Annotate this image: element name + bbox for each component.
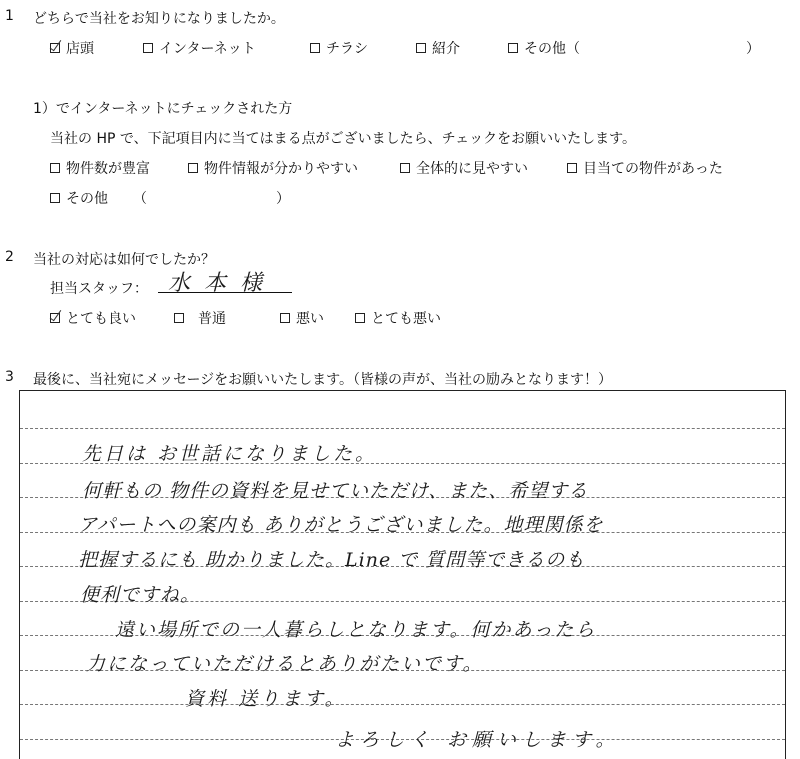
q3-question: 最後に、当社宛にメッセージをお願いいたします。（皆様の声が、当社の励みとなります！）	[33, 372, 613, 388]
checkbox[interactable]	[174, 313, 184, 323]
message-line: 力になっていただけるとありがたいです。	[86, 653, 484, 675]
message-line: 遠い場所での一人暮らしとなります。何かあったら	[115, 619, 597, 641]
checkbox[interactable]	[355, 313, 365, 323]
q1-sub-option-clear[interactable]	[188, 158, 358, 178]
option-label: チラシ	[326, 41, 368, 57]
option-label: 紹介	[432, 41, 460, 57]
q1-other-close-paren: ）	[746, 41, 760, 57]
q1-number: 1	[5, 8, 14, 24]
q1-sub-option-easy[interactable]	[400, 158, 528, 178]
q1-option-store[interactable]	[50, 38, 94, 58]
checkbox[interactable]	[188, 163, 198, 173]
checkbox[interactable]	[50, 193, 60, 203]
staff-label: 担当スタッフ：	[50, 281, 148, 297]
option-label: その他	[66, 191, 108, 207]
q1-sub-other-close-paren: ）	[276, 191, 290, 207]
q1-question: どちらで当社をお知りになりましたか。	[33, 11, 285, 27]
option-label: インターネット	[159, 41, 256, 57]
option-label: 普通	[198, 311, 226, 327]
q2-number: 2	[5, 249, 14, 265]
q2-option-very-bad[interactable]	[355, 308, 441, 328]
q3-number: 3	[5, 369, 14, 385]
checkbox[interactable]	[508, 43, 518, 53]
message-box[interactable]	[19, 390, 786, 759]
q1-sub-option-found[interactable]	[567, 158, 723, 178]
option-label: 店頭	[66, 41, 94, 57]
option-label: 物件情報が分かりやすい	[204, 161, 358, 177]
q1-sub-option-other[interactable]	[50, 188, 108, 208]
checkbox-checked[interactable]	[50, 43, 60, 53]
staff-name-field[interactable]	[158, 266, 292, 296]
q1-sub-other-open-paren: （	[133, 191, 147, 207]
message-line: アパートへの案内も ありがとうございました。地理関係を	[78, 514, 604, 536]
option-label: 悪い	[296, 311, 324, 327]
option-label: その他（	[524, 41, 580, 57]
q1-option-internet[interactable]	[143, 38, 256, 58]
q1-sub-heading: 1）でインターネットにチェックされた方	[33, 101, 293, 117]
q1-option-other[interactable]	[508, 38, 580, 58]
option-label: 物件数が豊富	[66, 161, 150, 177]
q2-option-bad[interactable]	[280, 308, 324, 328]
checkbox[interactable]	[280, 313, 290, 323]
message-line: 資料 送ります。	[185, 688, 347, 710]
staff-name-handwritten: 水本様	[168, 271, 277, 296]
message-line: 把握するにも 助かりました。Line で 質問等できるのも	[78, 549, 586, 571]
q1-sub-instruction: 当社の HP で、下記項目内に当てはまる点がございましたら、チェックをお願いいたします。	[50, 131, 637, 147]
option-label: とても良い	[66, 311, 136, 327]
q1-option-referral[interactable]	[416, 38, 460, 58]
checkbox[interactable]	[310, 43, 320, 53]
message-line: 何軒もの 物件の資料を見せていただけ、また、希望する	[82, 480, 589, 502]
ruled-line	[20, 428, 785, 429]
q1-option-flyer[interactable]	[310, 38, 368, 58]
message-line: よろしく お願いします。	[335, 729, 621, 751]
checkbox[interactable]	[400, 163, 410, 173]
checkbox-checked[interactable]	[50, 313, 60, 323]
checkbox[interactable]	[416, 43, 426, 53]
q2-option-very-good[interactable]	[50, 308, 136, 328]
checkbox[interactable]	[567, 163, 577, 173]
q1-sub-option-many[interactable]	[50, 158, 150, 178]
q2-option-normal[interactable]	[174, 308, 226, 328]
message-line: 便利ですね。	[80, 584, 201, 606]
option-label: 全体的に見やすい	[416, 161, 528, 177]
checkbox[interactable]	[143, 43, 153, 53]
q2-question: 当社の対応は如何でしたか？	[33, 252, 215, 268]
option-label: 目当ての物件があった	[583, 161, 723, 177]
option-label: とても悪い	[371, 311, 441, 327]
ruled-line	[20, 704, 785, 705]
message-line: 先日は お世話になりました。	[82, 443, 378, 465]
checkbox[interactable]	[50, 163, 60, 173]
